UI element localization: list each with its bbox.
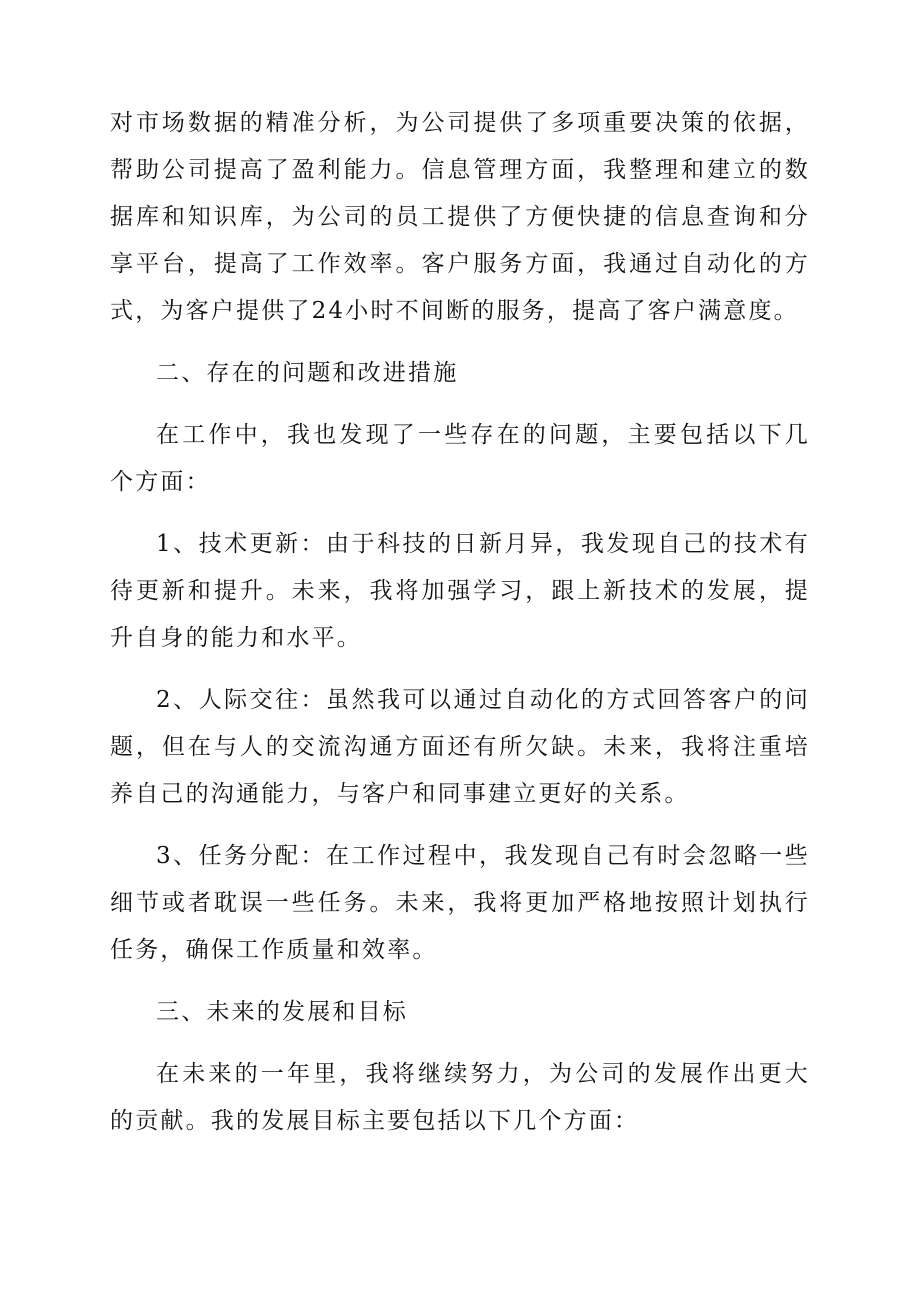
document-body	[110, 100, 810, 1160]
list-item-tech-update: 1、技术更新：由于科技的日新月异，我发现自己的技术有待更新和提升。未来，我将加强学习，跟上新技术的发展，提升自身的能力和水平。	[110, 531, 810, 651]
section-heading-future: 三、未来的发展和目标	[156, 999, 408, 1025]
paragraph-continuation: 对市场数据的精准分析，为公司提供了多项重要决策的依据，帮助公司提高了盈利能力。信息管理方面，我整理和建立的数据库和知识库，为公司的员工提供了方便快捷的信息查询和分享平台，提高了工作效率。客户服务方面，我通过自动化的方式，为客户提供了24小时不间断的服务，提高了客户满意度。	[110, 110, 810, 324]
list-item-task-allocation: 3、任务分配：在工作过程中，我发现自己有时会忽略一些细节或者耽误一些任务。未来，我将更加严格地按照计划执行任务，确保工作质量和效率。	[110, 843, 810, 963]
paragraph-problems-intro: 在工作中，我也发现了一些存在的问题，主要包括以下几个方面：	[110, 422, 810, 495]
section-heading-problems: 二、存在的问题和改进措施	[156, 360, 459, 386]
paragraph-future-intro: 在未来的一年里，我将继续努力，为公司的发展作出更大的贡献。我的发展目标主要包括以下几个方面：	[110, 1061, 810, 1134]
list-item-interpersonal: 2、人际交往：虽然我可以通过自动化的方式回答客户的问题，但在与人的交流沟通方面还有所欠缺。未来，我将注重培养自己的沟通能力，与客户和同事建立更好的关系。	[110, 687, 810, 807]
